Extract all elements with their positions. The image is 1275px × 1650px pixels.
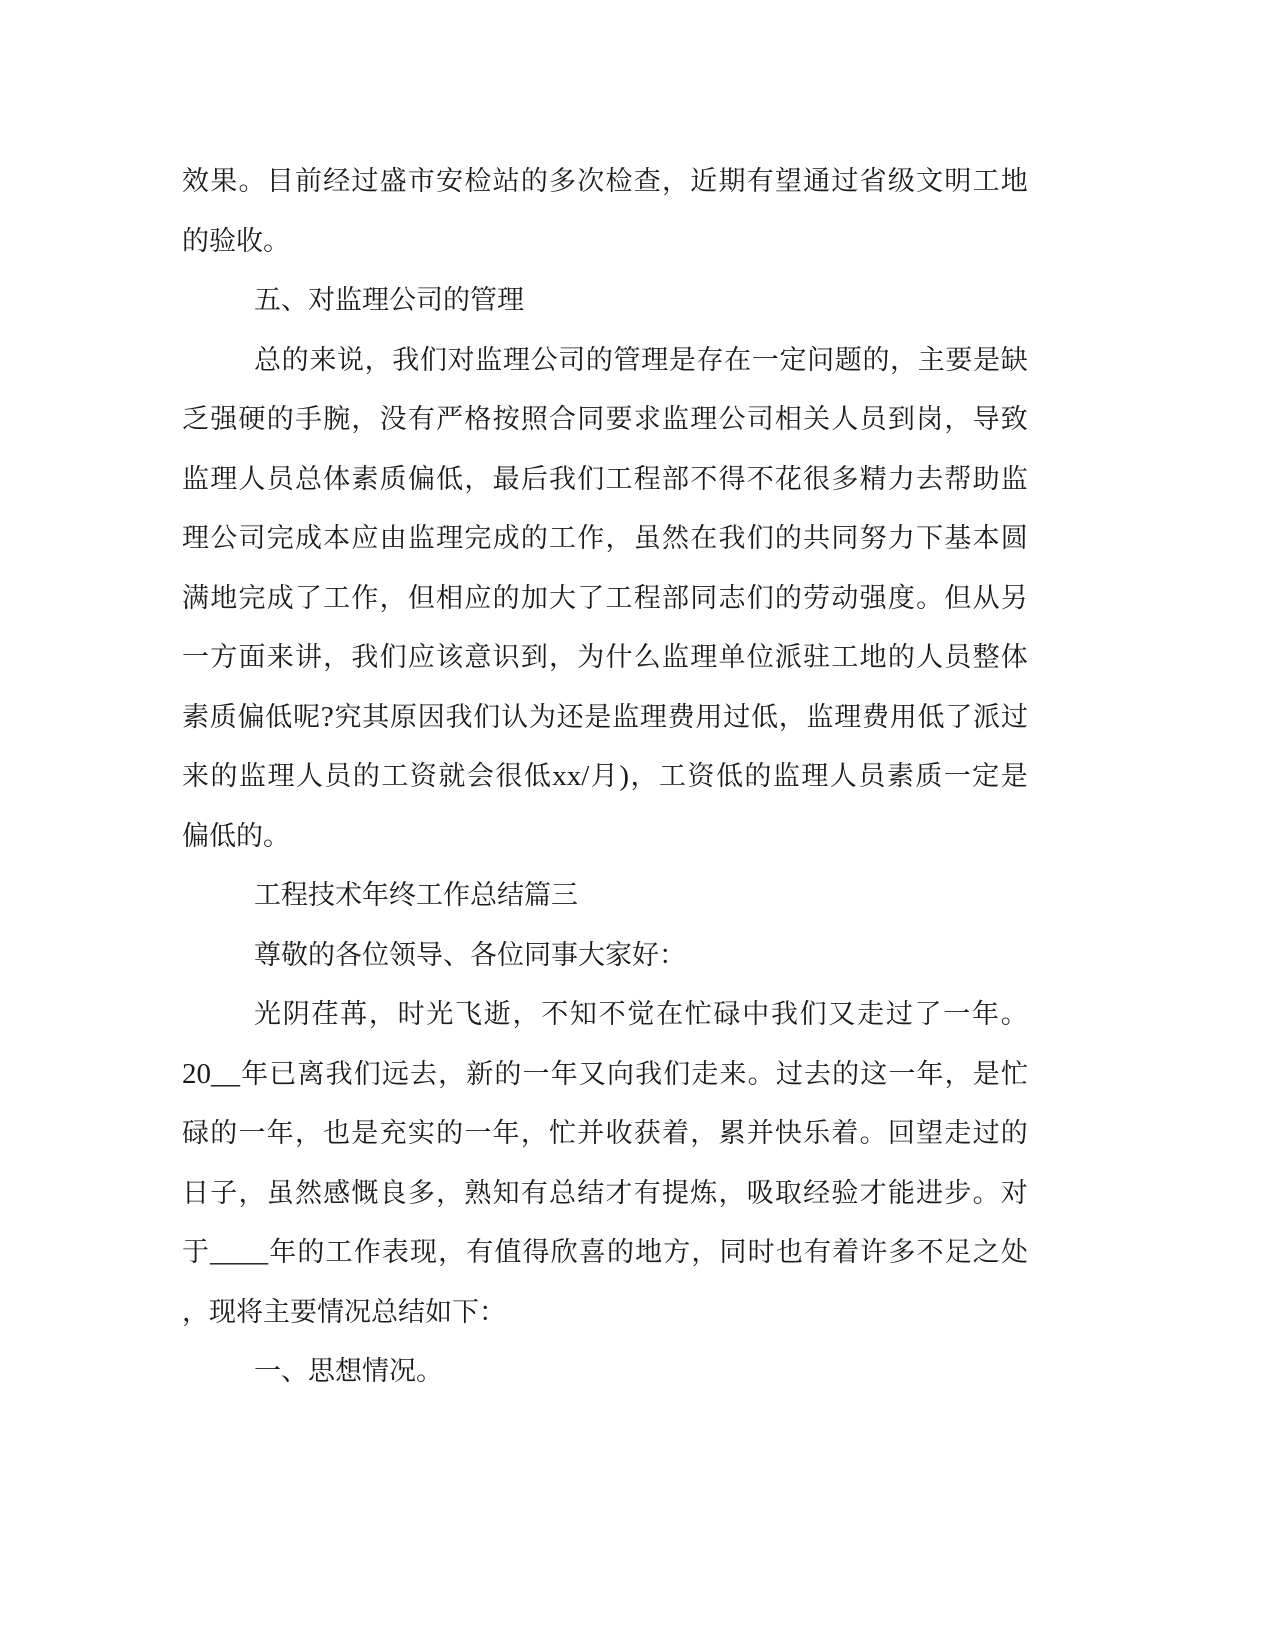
text-line: ，现将主要情况总结如下： — [182, 1296, 506, 1328]
text-line: 素 质 偏 低 呢 ? 究 其 原 因 我 们 认 为 还 是 监 理 费 用 过 低 ， 监 理 费 用 低 了 派 过 — [182, 700, 1028, 733]
text-line: 效 果 。 目 前 经 过 盛 市 安 检 站 的 多 次 检 查 ， 近 期 有 望 通 过 省 级 文 明 工 地 — [182, 166, 1028, 197]
text-line: 偏低的。 — [182, 820, 290, 852]
text-line: 监 理 人 员 总 体 素 质 偏 低 ， 最 后 我 们 工 程 部 不 得 不 花 很 多 精 力 去 帮 助 监 — [182, 463, 1028, 495]
text-line: 日 子 ， 虽 然 感 慨 良 多 ， 熟 知 有 总 结 才 有 提 炼 ， 吸 取 经 验 才 能 进 步 。 对 — [182, 1177, 1028, 1209]
text-line: 尊敬的各位领导、各位同事大家好： — [254, 939, 686, 971]
text-line: 20__ 年 已 离 我 们 远 去 ， 新 的 一 年 又 向 我 们 走 来 。 过 去 的 这 一 年 ， 是 忙 — [182, 1057, 1028, 1090]
text-line: 工程技术年终工作总结篇三 — [254, 880, 578, 911]
text-line: 的验收。 — [182, 225, 290, 257]
text-line: 来 的 监 理 人 员 的 工 资 就 会 很 低 xx/ 月 ) ， 工 资 低 的 监 理 人 员 素 质 一 定 是 — [182, 760, 1028, 792]
text-line: 总 的 来 说 ， 我 们 对 监 理 公 司 的 管 理 是 存 在 一 定 问 题 的 ， 主 要 是 缺 — [254, 344, 1028, 376]
text-line: 理 公 司 完 成 本 应 由 监 理 完 成 的 工 作 ， 虽 然 在 我 们 的 共 同 努 力 下 基 本 圆 — [182, 523, 1028, 554]
text-line: 一 方 面 来 讲 ， 我 们 应 该 意 识 到 ， 为 什 么 监 理 单 位 派 驻 工 地 的 人 员 整 体 — [182, 642, 1028, 673]
text-line: 碌 的 一 年 ， 也 是 充 实 的 一 年 ， 忙 并 收 获 着 ， 累 并 快 乐 着 。 回 望 走 过 的 — [182, 1118, 1028, 1149]
text-line: 一、思想情况。 — [254, 1356, 443, 1387]
document-body — [182, 152, 1042, 1402]
text-line: 乏 强 硬 的 手 腕 ， 没 有 严 格 按 照 合 同 要 求 监 理 公 司 相 关 人 员 到 岗 ， 导 致 — [182, 404, 1028, 435]
text-line: 满 地 完 成 了 工 作 ， 但 相 应 的 加 大 了 工 程 部 同 志 们 的 劳 动 强 度 。 但 从 另 — [182, 582, 1028, 614]
text-line: 于 ____ 年 的 工 作 表 现 ， 有 值 得 欣 喜 的 地 方 ， 同 时 也 有 着 许 多 不 足 之 处 — [182, 1236, 1028, 1268]
text-line: 光 阴 荏 苒 ， 时 光 飞 逝 ， 不 知 不 觉 在 忙 碌 中 我 们 又 走 过 了 一 年 。 — [254, 999, 1028, 1030]
text-line: 五、对监理公司的管理 — [254, 285, 524, 316]
